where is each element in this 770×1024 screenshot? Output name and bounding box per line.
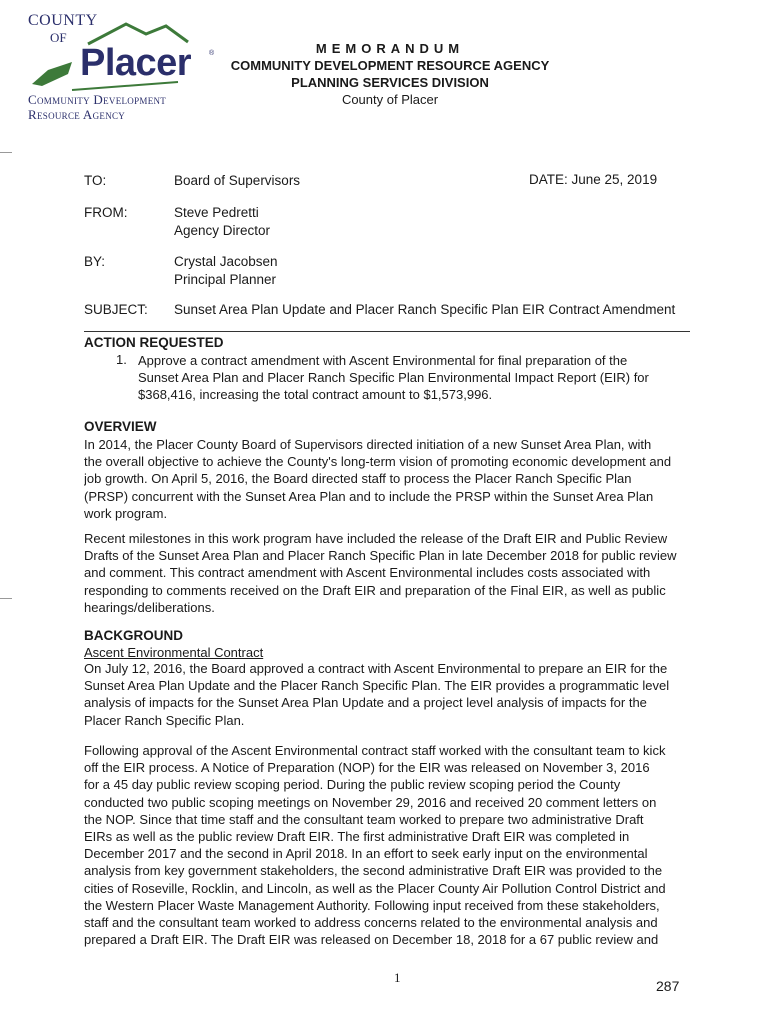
logo-agency-line2: Resource Agency (28, 107, 126, 122)
memo-title: MEMORANDUM (315, 41, 465, 56)
text-line: December 2017 and the second in April 2018. In an effort to seek early input on the environmental (84, 846, 648, 862)
division-name: PLANNING SERVICES DIVISION (291, 75, 489, 90)
text-line: Sunset Area Plan and Placer Ranch Specific Plan Environmental Impact Report (EIR) for (138, 370, 649, 386)
background-subheading: Ascent Environmental Contract (84, 645, 264, 660)
page-number: 1 (394, 970, 401, 985)
text-line: the NOP. Since that time staff and the consultant team worked to prepare two administrative Draft (84, 811, 644, 827)
text-line: Recent milestones in this work program have included the release of the Draft EIR and Public Review (84, 531, 668, 546)
text-line: cities of Roseville, Rocklin, and Lincoln, as well as the Placer County Air Pollution Control District and (84, 880, 666, 896)
logo-agency-line1: Community Development (28, 92, 167, 107)
placer-county-logo (28, 12, 228, 122)
action-item-number: 1. (116, 352, 127, 367)
text-line: hearings/deliberations. (84, 599, 215, 615)
logo-registered-mark: ® (209, 50, 215, 57)
memo-date: DATE: June 25, 2019 (529, 172, 658, 187)
text-line: Approve a contract amendment with Ascent Environmental for final preparation of the (138, 353, 628, 368)
text-line: analysis of impacts for the Sunset Area Plan Update and a project level analysis of impacts for the (84, 695, 647, 711)
subject-label: SUBJECT: (84, 302, 148, 317)
margin-tick (0, 152, 12, 153)
action-item-text (138, 352, 690, 404)
text-line: $368,416, increasing the total contract amount to $1,573,996. (138, 387, 493, 403)
text-line: for a 45 day public review scoping period. During the public review scoping period the County (84, 777, 621, 793)
text-line: staff and the consultant team worked to address concerns related to the environmental analysis and (84, 914, 658, 930)
text-line: (PRSP) concurrent with the Sunset Area Plan and to include the PRSP within the Sunset Area Plan (84, 488, 654, 504)
text-line: Sunset Area Plan Update and the Placer Ranch Specific Plan. The EIR provides a programmatic level (84, 678, 670, 694)
text-line: the overall objective to achieve the County's long-term vision of promoting economic development and (84, 454, 672, 470)
logo-of-text: OF (50, 30, 67, 45)
background-paragraph-2 (84, 742, 690, 948)
to-value: Board of Supervisors (174, 173, 301, 188)
county-name: County of Placer (341, 92, 439, 107)
memo-header (200, 40, 580, 108)
text-line: Drafts of the Sunset Area Plan and Placer Ranch Specific Plan in late December 2018 for public review (84, 548, 677, 564)
overview-heading: OVERVIEW (84, 419, 157, 434)
divider (84, 331, 690, 332)
text-line: off the EIR process. A Notice of Preparation (NOP) for the EIR was released on November 3, 2016 (84, 760, 650, 776)
text-line: prepared a Draft EIR. The Draft EIR was released on December 18, 2018 for a 67 public review and (84, 932, 659, 948)
agency-name: COMMUNITY DEVELOPMENT RESOURCE AGENCY (230, 58, 550, 73)
by-title: Principal Planner (174, 272, 277, 287)
to-label: TO: (84, 173, 107, 188)
text-line: On July 12, 2016, the Board approved a contract with Ascent Environmental to prepare an EIR for the (84, 661, 668, 676)
text-line: conducted two public scoping meetings on November 29, 2016 and received 20 comment letters on (84, 794, 657, 810)
text-line: In 2014, the Placer County Board of Supervisors directed initiation of a new Sunset Area Plan, with (84, 437, 652, 452)
text-line: responding to comments received on the Draft EIR and preparation of the Final EIR, as well as public (84, 582, 666, 598)
subject-value: Sunset Area Plan Update and Placer Ranch Specific Plan EIR Contract Amendment (174, 302, 676, 317)
text-line: the Western Placer Waste Management Authority. Following input received from these stakeholders, (84, 897, 660, 913)
text-line: EIRs as well as the public review Draft EIR. The first administrative Draft EIR was completed in (84, 828, 630, 844)
logo-county-text: COUNTY (28, 12, 98, 29)
logo-placer-text: Placer (80, 42, 192, 84)
background-heading: BACKGROUND (84, 628, 183, 643)
action-requested-heading: ACTION REQUESTED (84, 335, 224, 350)
from-name: Steve Pedretti (174, 205, 259, 220)
text-line: analysis from key government stakeholders, the second administrative Draft EIR was provided to the (84, 863, 663, 879)
text-line: and comment. This contract amendment with Ascent Environmental includes costs associated with (84, 565, 651, 581)
text-line: job growth. On April 5, 2016, the Board directed staff to process the Placer Ranch Specific Plan (84, 471, 632, 487)
margin-tick (0, 598, 12, 599)
overview-paragraph-1 (84, 436, 690, 522)
text-line: Placer Ranch Specific Plan. (84, 712, 245, 728)
page-stamp-number: 287 (656, 978, 680, 994)
overview-paragraph-2 (84, 530, 690, 616)
from-label: FROM: (84, 205, 128, 220)
background-paragraph-1 (84, 660, 690, 729)
by-name: Crystal Jacobsen (174, 254, 278, 269)
text-line: work program. (84, 505, 168, 521)
text-line: Following approval of the Ascent Environmental contract staff worked with the consultant team to kick (84, 743, 666, 758)
from-title: Agency Director (174, 223, 271, 238)
by-label: BY: (84, 254, 106, 269)
